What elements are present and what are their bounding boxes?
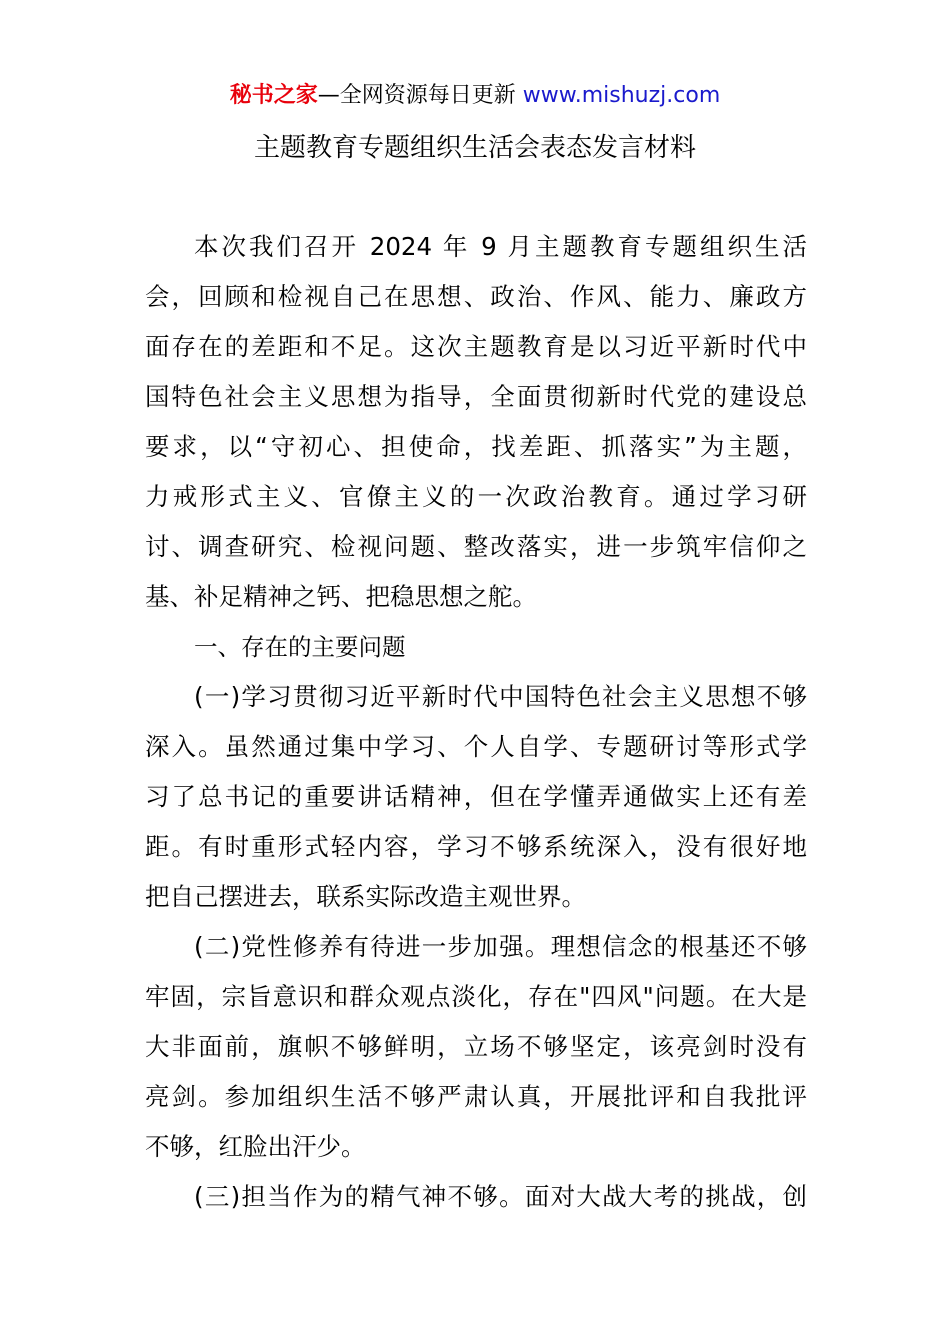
site-header <box>0 80 950 112</box>
paragraph-line: 亮剑。参加组织生活不够严肃认真，开展批评和自我批评 <box>145 1082 807 1111</box>
paragraph-line: 不够，红脸出汗少。 <box>145 1132 366 1161</box>
brand-name: 秘书之家 <box>229 83 318 108</box>
paragraph-line: 习了总书记的重要讲话精神，但在学懂弄通做实上还有差 <box>145 782 807 811</box>
paragraph-line: (二)党性修养有待进一步加强。理想信念的根基还不够 <box>194 932 807 961</box>
document-body <box>145 228 807 1228</box>
paragraph-line: 讨、调查研究、检视问题、整改落实，进一步筑牢信仰之 <box>145 532 807 561</box>
paragraph-line: 力戒形式主义、官僚主义的一次政治教育。通过学习研 <box>145 482 807 511</box>
paragraph-line: 牢固，宗旨意识和群众观点淡化，存在"四风"问题。在大是 <box>145 982 807 1011</box>
paragraph-line: 把自己摆进去，联系实际改造主观世界。 <box>145 882 586 911</box>
site-url-link[interactable]: www.mishuzj.com <box>522 83 721 108</box>
site-tagline: —全网资源每日更新 <box>317 83 516 108</box>
paragraph-line: 面存在的差距和不足。这次主题教育是以习近平新时代中 <box>145 332 807 361</box>
paragraph-line: 要求，以“守初心、担使命，找差距、抓落实”为主题， <box>145 432 807 461</box>
paragraph-line: 大非面前，旗帜不够鲜明，立场不够坚定，该亮剑时没有 <box>145 1032 807 1061</box>
paragraph-line: 国特色社会主义思想为指导，全面贯彻新时代党的建设总 <box>145 382 807 411</box>
paragraph-line: (一)学习贯彻习近平新时代中国特色社会主义思想不够 <box>194 682 807 711</box>
paragraph-line: 距。有时重形式轻内容，学习不够系统深入，没有很好地 <box>145 832 807 861</box>
document-title: 主题教育专题组织生活会表态发言材料 <box>253 133 696 163</box>
paragraph-line: 会，回顾和检视自己在思想、政治、作风、能力、廉政方 <box>145 282 807 311</box>
paragraph-line: 本次我们召开 2024 年 9 月主题教育专题组织生活 <box>194 232 807 261</box>
paragraph-line: (三)担当作为的精气神不够。面对大战大考的挑战，创 <box>194 1182 807 1211</box>
paragraph-line: 基、补足精神之钙、把稳思想之舵。 <box>145 582 537 611</box>
section-heading: 一、存在的主要问题 <box>194 633 406 661</box>
paragraph-line: 深入。虽然通过集中学习、个人自学、专题研讨等形式学 <box>145 732 807 761</box>
